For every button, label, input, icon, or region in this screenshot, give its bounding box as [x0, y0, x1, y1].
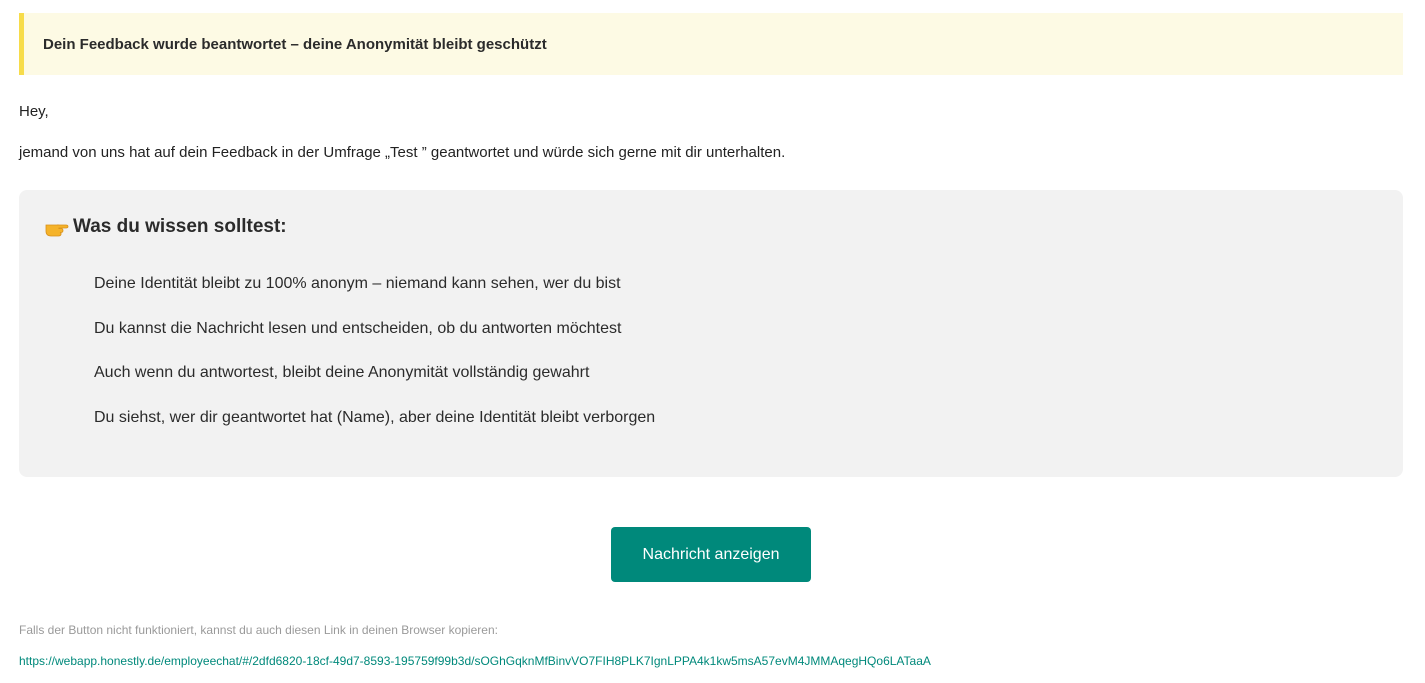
- intro-text: jemand von uns hat auf dein Feedback in der Umfrage „Test ” geantwortet und würde sich gerne mit dir unterhalten.: [19, 144, 786, 161]
- banner-text: Dein Feedback wurde beantwortet – deine Anonymität bleibt geschützt: [43, 35, 547, 53]
- pointing-finger-icon: [44, 218, 69, 238]
- info-title: [44, 216, 287, 238]
- list-item: Auch wenn du antwortest, bleibt deine Anonymität vollständig gewahrt: [94, 364, 590, 382]
- list-item: Du siehst, wer dir geantwortet hat (Name), aber deine Identität bleibt verborgen: [94, 409, 656, 427]
- fallback-note: Falls der Button nicht funktioniert, kannst du auch diesen Link in deinen Browser kopieren:: [19, 623, 498, 637]
- greeting-text: Hey,: [19, 103, 49, 120]
- list-item: Deine Identität bleibt zu 100% anonym – niemand kann sehen, wer du bist: [94, 275, 621, 292]
- list-item: Du kannst die Nachricht lesen und entscheiden, ob du antworten möchtest: [94, 319, 622, 337]
- info-title-text: Was du wissen solltest:: [73, 216, 287, 237]
- fallback-link[interactable]: https://webapp.honestly.de/employeechat/#/2dfd6820-18cf-49d7-8593-195759f99b3d/sOGhGqknMfBinvVO7FIH8PLK7IgnLPPA4k1kw5msA57evM4JMMAqegHQo6LATaaA: [19, 654, 931, 668]
- info-list: [94, 274, 655, 453]
- notification-banner: [19, 13, 1403, 75]
- show-message-button[interactable]: Nachricht anzeigen: [611, 527, 811, 582]
- info-box: [19, 190, 1403, 477]
